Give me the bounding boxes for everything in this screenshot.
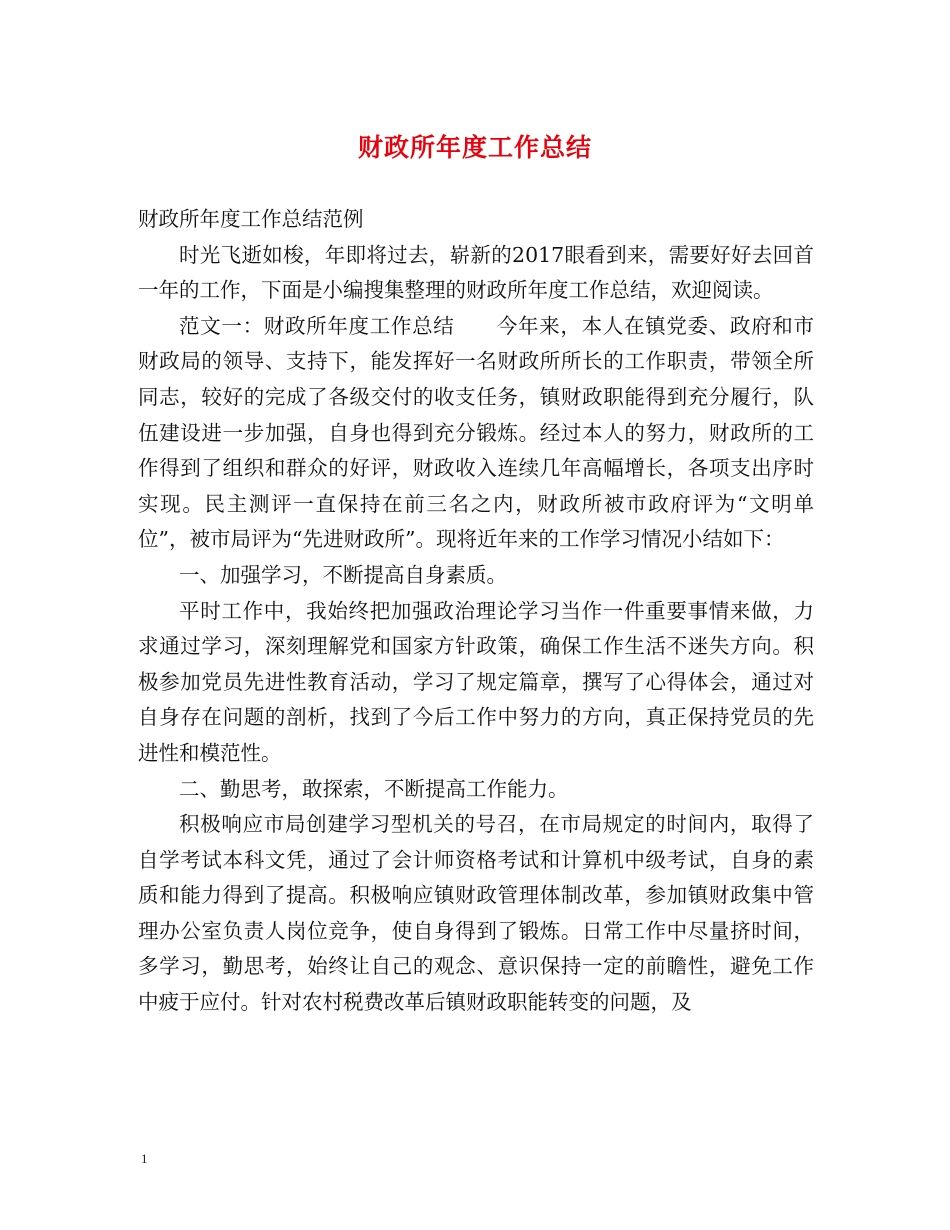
section-heading-1: 一、加强学习，不断提高自身素质。 (179, 562, 507, 587)
section-2-paragraph: 积极响应市局创建学习型机关的号召，在市局规定的时间内，取得了自学考试本科文凭，通过了会计师资格考试和计算机中级考试，自身的素质和能力得到了提高。积极响应镇财政管理体制改革，参加镇财政集中管理办公室负责人岗位竞争，使自身得到了锻炼。日常工作中尽量挤时间，多学习，勤思考，始终让自己的观念、意识保持一定的前瞻性，避免工作中疲于应付。针对农村税费改革后镇财政职能转变的问题，及 (138, 812, 814, 1015)
document-title: 财政所年度工作总结 (357, 133, 592, 162)
page-number: 1 (141, 1151, 148, 1166)
section-heading-2: 二、勤思考，敢探索，不断提高工作能力。 (179, 776, 569, 801)
section-1-paragraph: 平时工作中，我始终把加强政治理论学习当作一件重要事情来做，力求通过学习，深刻理解党和国家方针政策，确保工作生活不迷失方向。积极参加党员先进性教育活动，学习了规定篇章，撰写了心得体会，通过对自身存在问题的剖析，找到了今后工作中努力的方向，真正保持党员的先进性和模范性。 (138, 598, 814, 765)
sample-one-paragraph: 范文一：财政所年度工作总结 今年来，本人在镇党委、政府和市财政局的领导、支持下，能发挥好一名财政所所长的工作职责，带领全所同志，较好的完成了各级交付的收支任务，镇财政职能得到充分履行，队伍建设进一步加强，自身也得到充分锻炼。经过本人的努力，财政所的工作得到了组织和群众的好评，财政收入连续几年高幅增长，各项支出序时实现。民主测评一直保持在前三名之内，财政所被市政府评为“文明单位”，被市局评为“先进财政所”。现将近年来的工作学习情况小结如下： (138, 313, 814, 552)
document-body (138, 202, 814, 1021)
intro-paragraph: 时光飞逝如梭，年即将过去，崭新的2017眼看到来，需要好好去回首一年的工作，下面是小编搜集整理的财政所年度工作总结，欢迎阅读。 (138, 242, 814, 303)
subtitle-paragraph: 财政所年度工作总结范例 (138, 207, 364, 231)
